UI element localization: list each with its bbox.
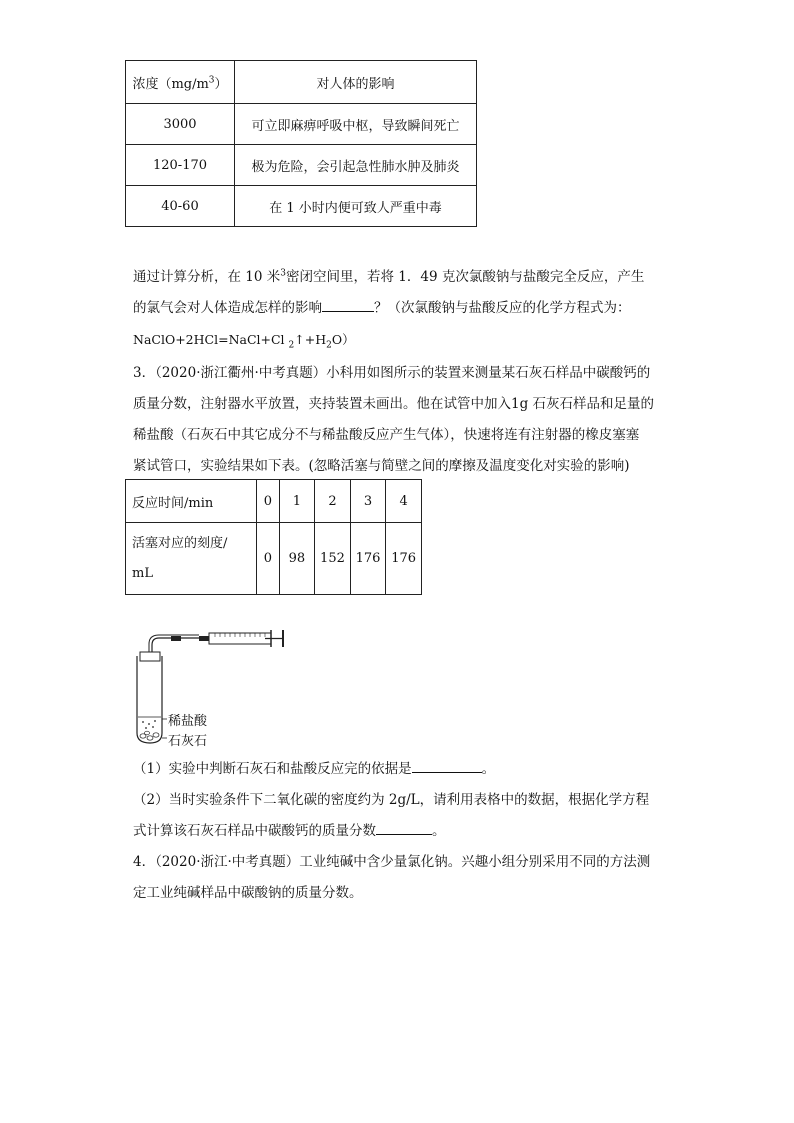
- label-dilute-acid: 稀盐酸: [168, 714, 208, 729]
- table2-time-cell: 3: [350, 480, 386, 523]
- table1-header-effect: 对人体的影响: [235, 61, 477, 104]
- table1-header-concentration: 浓度$(mg/m^3)$: [126, 61, 235, 104]
- table2-time-cell: 0: [257, 480, 279, 523]
- table1-cell-effect: 可立即麻痹呼吸中枢，导致瞬间死亡: [235, 104, 477, 145]
- text-line: 质量分数，注射器水平放置，夹持装置未画出。他在试管中加入1g 石灰石样品和足量的: [133, 396, 655, 412]
- text-line: 紧试管口，实验结果如下表。(忽略活塞与简壁之间的摩擦及温度变化对实验的影响): [133, 458, 630, 474]
- limestone-pieces: [140, 731, 159, 740]
- table2-volume-cell: 98: [279, 523, 315, 595]
- syringe-tip: [199, 636, 209, 641]
- answer-blank[interactable]: [322, 297, 374, 312]
- apparatus-diagram: [125, 625, 295, 750]
- sub-question-2: （2）当时实验条件下二氧化碳的密度约为 2g/L，请利用表格中的数据，根据化学方程: [133, 792, 650, 808]
- text-line: 稀盐酸（石灰石中其它成分不与稀盐酸反应产生气体），快速将连有注射器的橡皮塞塞: [133, 427, 640, 443]
- table2-volume-cell: 176: [386, 523, 422, 595]
- acid-bubbles: [142, 720, 156, 729]
- table2-time-cell: 2: [315, 480, 351, 523]
- concentration-effect-table: [125, 60, 477, 227]
- table1-cell-effect: 在 1 小时内便可致人严重中毒: [235, 186, 477, 227]
- table1-cell-concentration: 3000: [126, 104, 235, 145]
- table1-cell-concentration: 40-60: [126, 186, 235, 227]
- answer-blank[interactable]: [376, 820, 432, 835]
- table2-time-cell: 4: [386, 480, 422, 523]
- rubber-stopper: [140, 652, 160, 661]
- question-3: [133, 358, 673, 482]
- table2-volume-cell: 0: [257, 523, 279, 595]
- table1-cell-concentration: 120-170: [126, 145, 235, 186]
- answer-blank[interactable]: [412, 758, 482, 773]
- table2-volume-cell: 176: [350, 523, 386, 595]
- text-line: 3．（2020·浙江衢州·中考真题）小科用如图所示的装置来测量某石灰石样品中碳酸钙的: [133, 365, 651, 381]
- table2-row-label-volume: 活塞对应的刻度/ mL: [126, 523, 257, 595]
- label-limestone: 石灰石: [168, 734, 208, 749]
- text-line: 定工业纯碱样品中碳酸钠的质量分数。: [133, 885, 363, 901]
- sub-question-1: （1）实验中判断石灰石和盐酸反应完的依据是 。: [133, 754, 673, 785]
- test-tube: [137, 656, 162, 743]
- sub-question-2-cont: 式计算该石灰石样品中碳酸钙的质量分数 。: [133, 816, 673, 847]
- reaction-data-table: [125, 479, 422, 595]
- text-line: 的氯气会对人体造成怎样的影响 ？（次氯酸钠与盐酸反应的化学方程式为：: [133, 293, 673, 324]
- table1-cell-effect: 极为危险，会引起急性肺水肿及肺炎: [235, 145, 477, 186]
- sub-questions: [133, 754, 673, 847]
- chemical-equation: NaClO+2HCl=NaCl+Cl $_2↑+H_2O$）: [133, 332, 355, 351]
- text-line: 4．（2020·浙江·中考真题）工业纯碱中含少量氯化钠。兴趣小组分别采用不同的方法测: [133, 854, 651, 870]
- question-4: [133, 847, 673, 909]
- text-line: 通过计算分析，在 10 米$^3$密闭空间里，若将 1．49 克次氯酸钠与盐酸完全反应，产生: [133, 268, 645, 285]
- table2-volume-cell: 152: [315, 523, 351, 595]
- table2-row-label-time: 反应时间/min: [126, 480, 257, 523]
- table2-time-cell: 1: [279, 480, 315, 523]
- question-paragraph-chlorine: [133, 262, 673, 355]
